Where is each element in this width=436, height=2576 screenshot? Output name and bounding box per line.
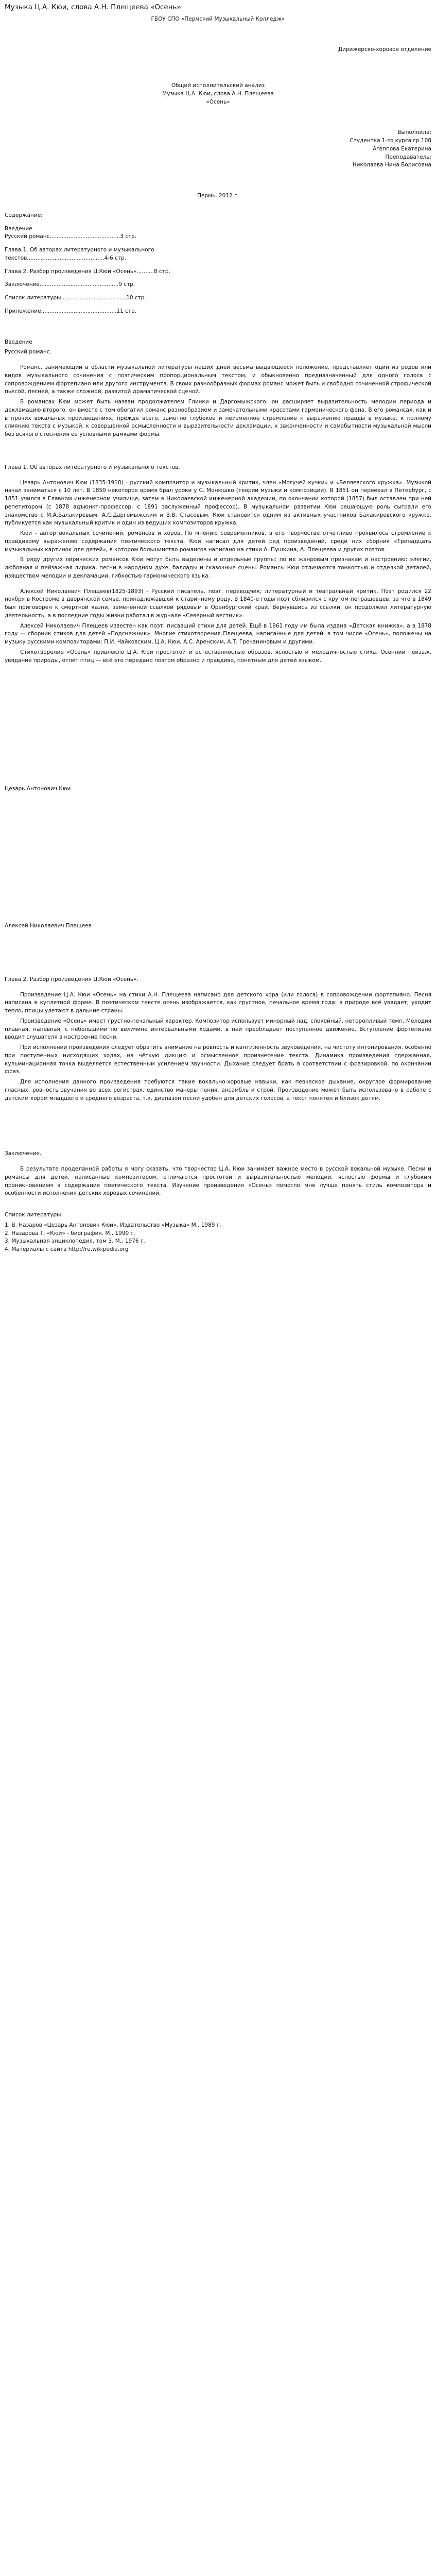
conclusion-paragraph: В результате проделанной работы я могу сказать, что творчество Ц.А. Кюи занимает важное место в русской вокальной музыке. Песни и романсы для детей, написанные композитором, отличаются простотой и выразительностью мелодии, ясностью формы и глубоким проникновением в содержание поэтического текста. Изучение произведения «Осень» помогло мне лучше понять стиль композитора и особенности исполнения детских хоровых сочинений. <box>5 1166 431 1197</box>
toc-row: Приложение............................................11 стр. <box>5 308 137 314</box>
chapter-1-title: Глава 1. Об авторах литературного и музыкального текстов. <box>5 464 180 470</box>
chapter-1-paragraph: Цезарь Антонович Кюи (1835-1918) - русский композитор и музыкальный критик, член «Могучей кучки» и «Беляевского кружка». Музыкой начал заниматься с 10 лет. В 1850 некоторое время брал уроки у С. Монюшко (теории музыки и композиции). В 1851 он переехал в Петербург, с 1851 учился в Главном инженерном училище, затем в Николаевской инженерной академии, по окончании которой (1857) был оставлен при ней репетитором (с 1878 адъюнкт-профессор, с 1891 заслуженный профессор). В музыкальном развитии Кюи решающую роль сыграли его знакомство с М.А.Балакиревым, А.С.Даргомыжским и В.В. Стасовым. Кюи становится одним из активных участников Балакиревского кружка, публикуется как музыкальный критик и один из ведущих композиторов кружка. <box>5 479 431 527</box>
conclusion-section <box>5 1150 431 1198</box>
chapter-1-paragraph: Кюи - автор вокальных сочинений, романсов и хоров. По мнению современников, в его творчестве отчётливо проявилось стремление к правдивому выражению содержания поэтического текста. Кюи написал для детей ряд произведений, среди них сборник «Тринадцать музыкальных картинок для детей», в котором большинство романсов написано на стихи А. Пушкина, А. Плещеева и других поэтов. <box>5 530 431 553</box>
teacher-label: Преподаватель: <box>385 154 431 160</box>
student-group: Студентка 1-го курса гр.108 <box>350 138 431 144</box>
intro-paragraph: Романс, занимающий в области музыкальной литературы наших дней весьма выдающееся положение, представляет один из родов или видов музыкального сочинения с поэтическим пропорциональным текстом, и обыкновенно предназначенный для одного голоса с сопровождением фортепиано или другого инструмента. В своих разнообразных формах романс может быть и свободно сочиненной строфической пьесой, песней, а также сложной, развитой драматической сценой. <box>5 364 431 395</box>
toc-row: Список литературы......................................10 стр. <box>5 295 146 301</box>
toc-row: текстов.............................................4-6 стр. <box>5 255 126 261</box>
work-subtitle: «Осень» <box>206 98 230 105</box>
city-year: Пермь, 2012 г. <box>197 193 239 199</box>
college-name: ГБОУ СПО «Пермский Музыкальный Колледж» <box>151 15 285 22</box>
work-type: Общий исполнительский анализ <box>171 82 265 89</box>
toc-title: Содержание: <box>5 212 43 218</box>
department-name: Дирижерско-хоровое отделение <box>338 46 431 53</box>
toc-row: Глава 2. Разбор произведения Ц.Кюи «Осень»..........8 стр. <box>5 268 170 275</box>
teacher-name: Николаева Нина Борисовна <box>352 162 431 168</box>
chapter-2-section <box>5 976 431 1103</box>
chapter-1-section <box>5 464 431 665</box>
intro-paragraph: В романсах Кюи может быть назван продолжателем Глинки и Даргомыжского: он расширяет выразительность мелодии периода и декламацию второго, он вместе с тем обогатил романс разнообразием и замечательными красотами гармонического фона. В его романсах, как и в прочих вокальных произведениях, прежде всего, заметно глубокое и неизменное стремление к выражению правды в музыке, к полному слиянию текста с музыкой, к совершенной осмысленности и выразительности декламации, к законченности и самобытности музыкальной мысли без всякого стеснения её условными рамками формы. <box>5 399 431 438</box>
chapter-2-paragraph: Произведение «Осень» имеет грустно-печальный характер. Композитор использует минорный лад, спокойный, неторопливый темп. Мелодия плавная, напевная, с небольшими по величине интервальными ходами, в ней преобладает поступенное движение. Вступление фортепиано вводит слушателя в настроение песни. <box>5 1018 431 1041</box>
portrait-cui-caption: Цезарь Антонович Кюи <box>5 786 71 792</box>
bibliography-title: Список литературы: <box>5 1212 63 1218</box>
bibliography-section <box>5 1211 431 1254</box>
table-of-contents <box>5 212 431 316</box>
intro-title: Введение <box>5 338 32 345</box>
chapter-2-paragraph: Произведение Ц.А. Кюи «Осень» на стихи А.Н. Плещеева написано для детского хора (или голоса) в сопровождении фортепиано. Песня написана в куплетной форме. В поэтическом тексте осень изображается, как грустное, печальное время года: в природе всё увядает, уходит тепло, птицы улетают в дальние страны. <box>5 991 431 1014</box>
toc-row: Русский романс.........................................3 стр. <box>5 233 137 240</box>
bibliography-item: 2. Назарова Т. «Кюи» - биография. М., 1990 г. <box>5 1230 135 1236</box>
portrait-pleshcheev-placeholder <box>5 793 431 922</box>
chapter-2-title: Глава 2. Разбор произведения Ц.Кюи «Осень». <box>5 976 138 982</box>
bibliography-item: 1. В. Назаров «Цезарь Антонович Кюи». Издательство «Музыка» М., 1989 г. <box>5 1222 221 1228</box>
toc-row: Глава 1. Об авторах литературного и музыкального <box>5 247 154 253</box>
portrait-pleshcheev-caption: Алексей Николаевич Плещеев <box>5 923 92 929</box>
chapter-1-paragraph: В ряду других лирических романсов Кюи могут быть выделены и отдельные группы: по их жанровым признакам и настроению: элегии, любовная и пейзажная лирика, песни в народном духе, баллады и сказочные сцены. Романсы Кюи отличаются тонкостью и отделкой деталей, изяществом мелодии и декламации, гибкостью гармонического языка. <box>5 556 431 579</box>
bibliography-item: 3. Музыкальная энциклопедия, том 3. М., 1976 г. <box>5 1238 145 1245</box>
chapter-2-paragraph: Для исполнения данного произведения требуются такие вокально-хоровые навыки, как певческое дыхание, округлое формирование гласных, ровность звучания во всех регистрах, единство манеры пения, ансамбль и строй. Произведение может быть использовано в работе с детским хором младшего и среднего возраста, т.к. диапазон песни удобен для детских голосов, а текст понятен и близок детям. <box>5 1079 431 1101</box>
done-label: Выполнила: <box>397 129 431 136</box>
chapter-1-paragraph: Алексей Николаевич Плещеев известен как поэт, писавший стихи для детей. Ещё в 1861 году им была издана «Детская книжка», а в 1878 году — сборник стихов для детей «Подснежник». Многие стихотворения Плещеева, написанные для детей, в том числе «Осень», положены на музыку русскими композиторами: П.И. Чайковским, Ц.А. Кюи, А.С. Аренским, А.Т. Гречаниновым и другими. <box>5 622 431 646</box>
toc-row: Введение <box>5 225 32 232</box>
author-block <box>5 129 431 170</box>
work-name: Музыка Ц.А. Кюи, слова А.Н. Плещеева <box>162 90 274 97</box>
chapter-1-paragraph: Стихотворение «Осень» привлекло Ц.А. Кюи простотой и естественностью образов, ясностью и мелодичностью стиха. Осенний пейзаж, увядание природы, отлёт птиц — всё это передано поэтом образно и правдиво, понятным для детей языком. <box>5 649 431 664</box>
student-name: Агеппова Екатерина <box>372 145 431 152</box>
document-title: Музыка Ц.А. Кюи, слова А.Н. Плещеева «Осень» <box>5 3 181 11</box>
intro-heading: Русский романс. <box>5 349 51 355</box>
portrait-cui-placeholder <box>5 667 431 785</box>
chapter-1-paragraph: Алексей Николаевич Плещеев(1825-1893) - Русский писатель, поэт, переводчик; литературный и театральный критик. Поэт родился 22 ноября в Костроме в дворянской семье, принадлежавшей к старинному роду. В 1840-е годы поэт сблизился с кругом петрашевцев, за что в 1849 был приговорён к смертной казни, заменённой ссылкой рядовым в Оренбургский край. Вернувшись из ссылки, он продолжил литературную деятельность, а в последние годы жизни работал в журнале «Северный вестник». <box>5 588 431 619</box>
toc-row: Заключение..............................................9 стр. <box>5 281 135 288</box>
bibliography-item: 4. Материалы с сайта http://ru.wikipedia.org <box>5 1246 129 1253</box>
conclusion-title: Заключение. <box>5 1150 42 1157</box>
introduction-section <box>5 338 431 439</box>
chapter-2-paragraph: При исполнении произведения следует обратить внимание на ровность и кантиленность звуковедения, на чистоту интонирования, особенно при поступенных нисходящих ходах, на чёткую дикцию и осмысленное произнесение текста. Динамика произведения сдержанная, кульминационная точка выделяется естественным усилением звучности. Дыхание следует брать в соответствии с фразировкой, по окончании фраз. <box>5 1044 431 1075</box>
